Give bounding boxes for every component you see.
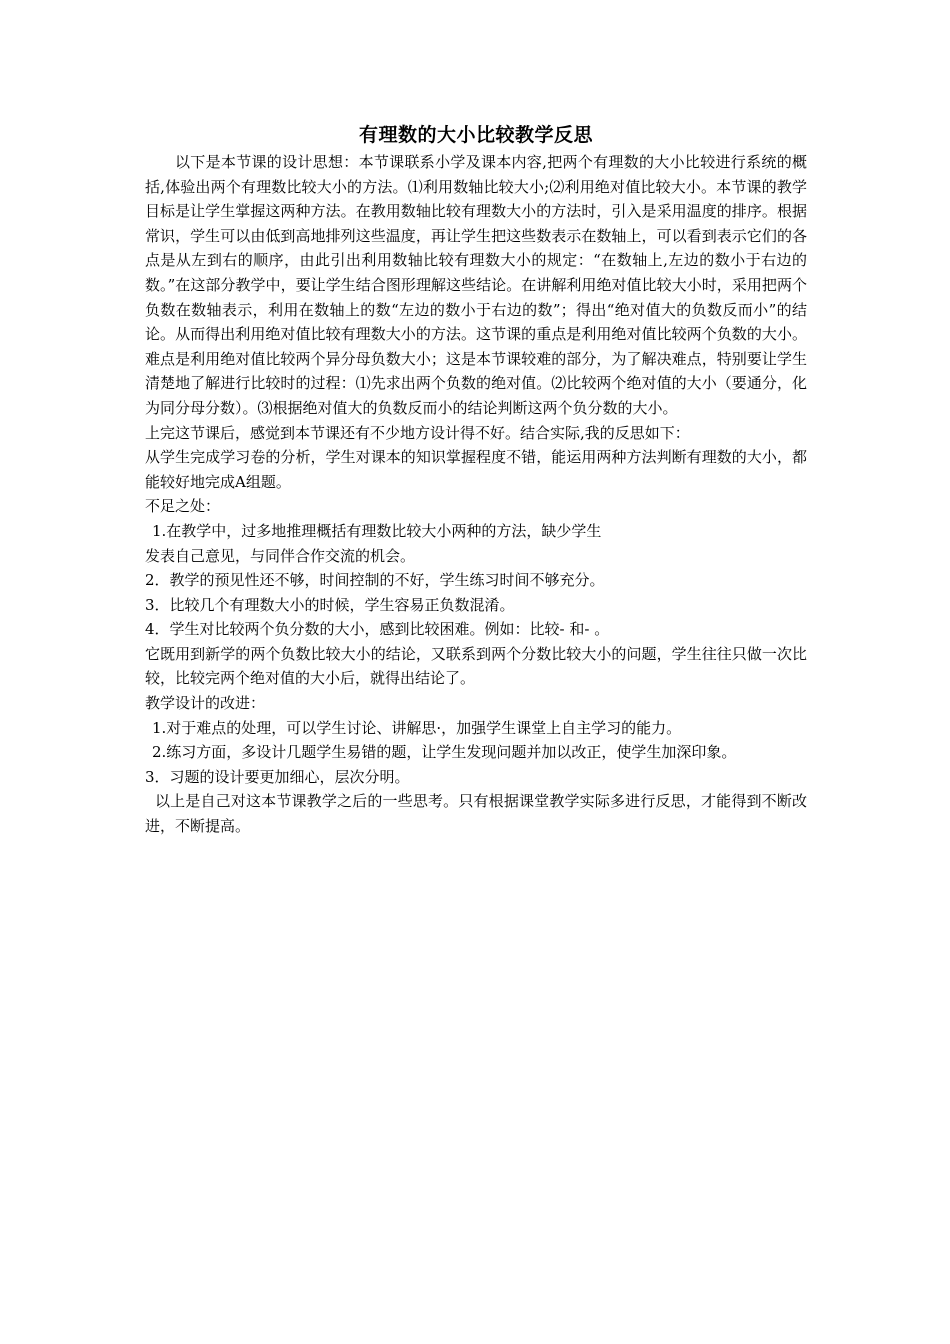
conclusion-paragraph: 以上是自己对这本节课教学之后的一些思考。只有根据课堂教学实际多进行反思，才能得到不断改进，不断提高。 [145, 792, 807, 836]
shortcoming-explanation-paragraph: 它既用到新学的两个负数比较大小的结论，又联系到两个分数比较大小的问题，学生往往只做一次比较，比较完两个绝对值的大小后，就得出结论了。 [145, 644, 807, 688]
shortcoming-item-4: 4．学生对比较两个负分数的大小，感到比较困难。例如：比较- 和- 。 [145, 620, 610, 639]
design-intro-paragraph: 以下是本节课的设计思想：本节课联系小学及课本内容,把两个有理数的大小比较进行系统的概括,体验出两个有理数比较大小的方法。⑴利用数轴比较大小;⑵利用绝对值比较大小。本节课的教学目标是让学生掌握这两种方法。在教用数轴比较有理数大小的方法时，引入是采用温度的排序。根据常识，学生可以由低到高地排列这些温度，再让学生把这些数表示在数轴上，可以看到表示它们的各点是从左到右的顺序，由此引出利用数轴比较有理数大小的规定：“在数轴上,左边的数小于右边的数。”在这部分教学中，要让学生结合图形理解这些结论。在讲解利用绝对值比较大小时，采用把两个负数在数轴表示，利用在数轴上的数“左边的数小于右边的数”；得出“绝对值大的负数反而小”的结论。从而得出利用绝对值比较有理数大小的方法。这节课的重点是利用绝对值比较两个负数的大小。难点是利用绝对值比较两个异分母负数大小；这是本节课较难的部分，为了解决难点，特别要让学生清楚地了解进行比较时的过程：⑴先求出两个负数的绝对值。⑵比较两个绝对值的大小（要通分，化为同分母分数）。⑶根据绝对值大的负数反而小的结论判断这两个负分数的大小。 [145, 153, 807, 417]
improvements-heading: 教学设计的改进： [145, 694, 266, 713]
document-page [145, 120, 807, 839]
shortcoming-item-1-continued: 发表自己意见，与同伴合作交流的机会。 [145, 546, 416, 565]
shortcoming-item-2: 2．教学的预见性还不够，时间控制的不好，学生练习时间不够充分。 [145, 571, 605, 590]
improvement-item-2: 2.练习方面，多设计几题学生易错的题，让学生发现问题并加以改正，使学生加深印象。 [152, 743, 737, 762]
improvement-item-3: 3．习题的设计要更加细心，层次分明。 [145, 767, 410, 786]
improvement-item-1: 1.对于难点的处理，可以学生讨论、讲解思·，加强学生课堂上自主学习的能力。 [152, 718, 682, 737]
shortcoming-item-1: 1.在教学中，过多地推理概括有理数比较大小两种的方法，缺少学生 [152, 521, 602, 540]
document-title: 有理数的大小比较教学反思 [358, 124, 593, 146]
shortcoming-item-3: 3．比较几个有理数大小的时候，学生容易正负数混淆。 [145, 595, 515, 614]
reflection-intro-paragraph: 上完这节课后，感觉到本节课还有不少地方设计得不好。结合实际,我的反思如下： [145, 423, 690, 442]
learning-sheet-analysis-paragraph: 从学生完成学习卷的分析，学生对课本的知识掌握程度不错，能运用两种方法判断有理数的大小，都能较好地完成A组题。 [145, 448, 807, 491]
shortcomings-heading: 不足之处： [145, 497, 221, 516]
